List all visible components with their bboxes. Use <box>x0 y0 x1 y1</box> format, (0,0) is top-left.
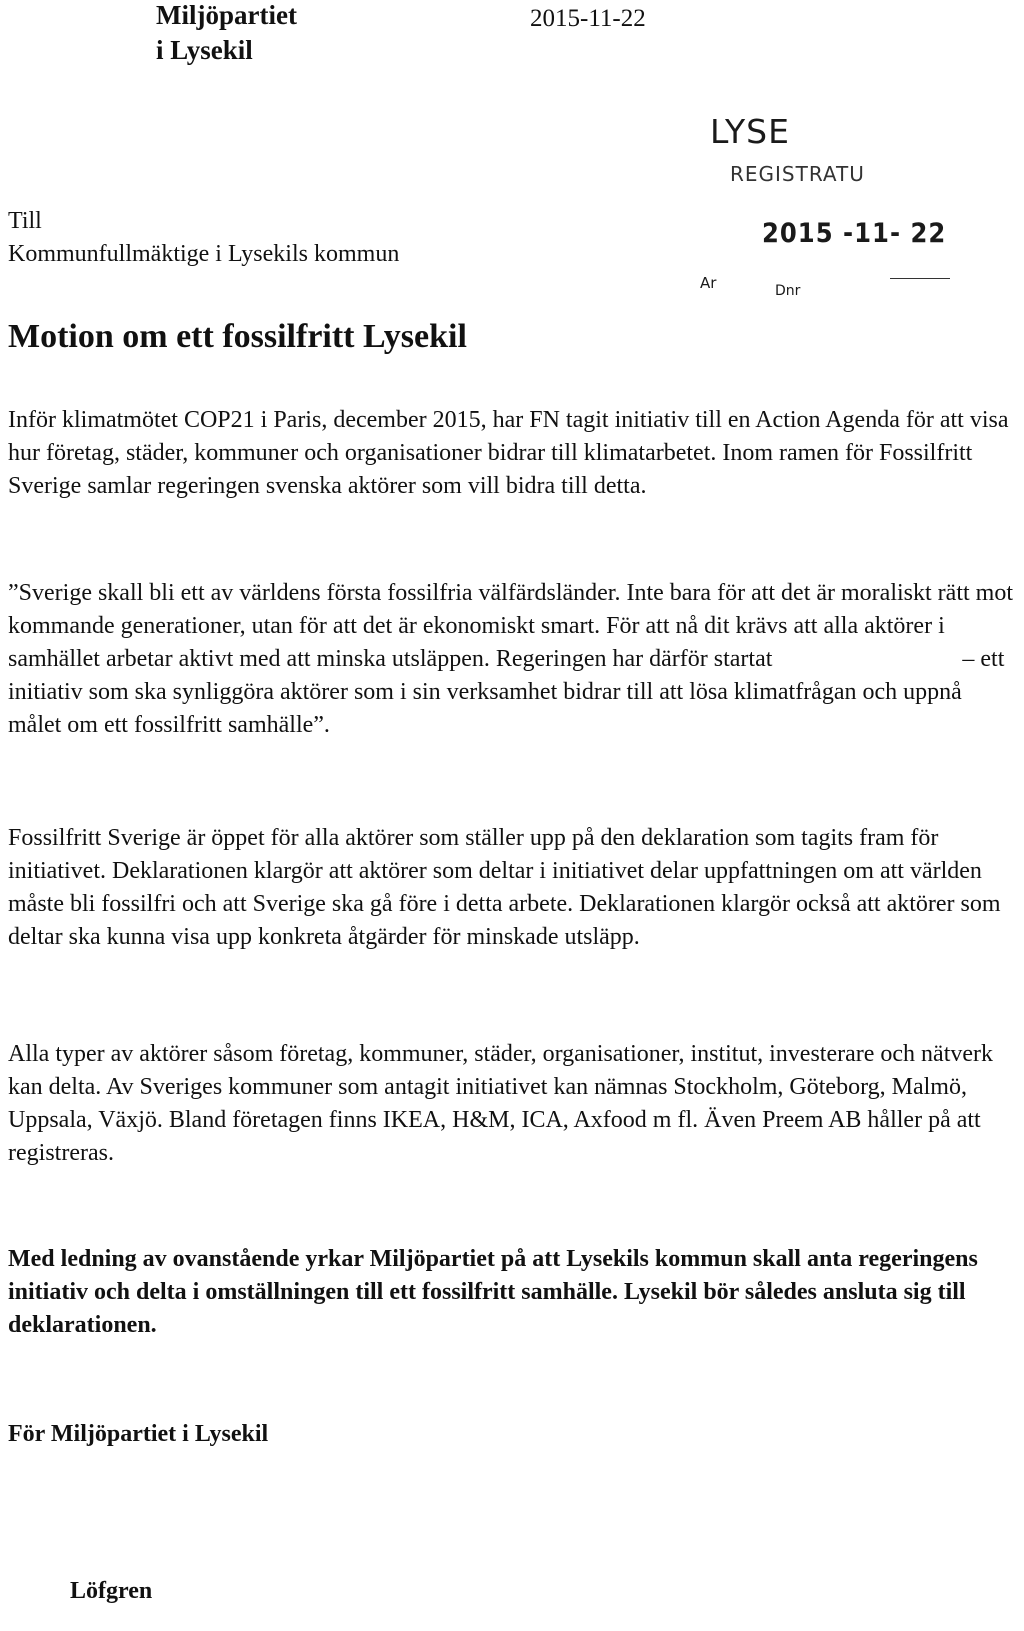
signer-name: Löfgren <box>70 1578 153 1604</box>
signature-line: För Miljöpartiet i Lysekil <box>8 1421 269 1447</box>
stamp-dnr-label: Dnr <box>775 283 801 299</box>
paragraph-participants: Alla typer av aktörer såsom företag, kommuner, städer, organisationer, institut, investerare och nätverk kan delta. Av Sveriges kommuner som antagit initiativet kan nämnas Stockholm, Göteborg, Malmö, Uppsala, Växjö. Bland företagen finns IKEA, H&M, ICA, Axfood m fl. Även Preem AB håller på att registreras. <box>8 1041 994 1166</box>
stamp-date: 2015 -11- 22 <box>762 218 947 249</box>
stamp-registration: REGISTRATU <box>730 162 865 186</box>
motion-title: Motion om ett fossilfritt Lysekil <box>8 318 467 355</box>
quote-part-1: ”Sverige skall bli ett av världens första fossilfria välfärdsländer. Inte bara för att det är moraliskt rätt mot kommande generationer, utan för att det är ekonomiskt smart. För att nå dit krävs att alla aktörer i samhället arbetar aktivt med att minska utsläppen. Regeringen har därför startat <box>8 580 1013 672</box>
paragraph-proposal: Med ledning av ovanstående yrkar Miljöpartiet på att Lysekils kommun skall anta regeringens initiativ och delta i omställningen till ett fossilfritt samhälle. Lysekil bör således ansluta sig till deklarationen. <box>8 1246 978 1338</box>
stamp-dnr-line <box>890 278 950 279</box>
recipient-block <box>8 205 399 271</box>
stamp-ar-label: Ar <box>700 274 717 292</box>
quote-part-2: – ett initiativ som ska synliggöra aktörer som i sin verksamhet bidrar till att lösa klimatfrågan och uppnå målet om ett fossilfritt samhälle”. <box>8 646 1005 738</box>
paragraph-quote <box>8 577 1020 742</box>
recipient-line-1: Till <box>8 208 42 234</box>
org-line-1: Miljöpartiet <box>156 0 297 30</box>
document-date: 2015-11-22 <box>530 5 646 32</box>
org-line-2: i Lysekil <box>156 35 253 65</box>
paragraph-declaration: Fossilfritt Sverige är öppet för alla aktörer som ställer upp på den deklaration som tagits fram för initiativet. Deklarationen klargör att aktörer som deltar i initiativet delar uppfattningen om att världen måste bli fossilfri och att Sverige ska gå före i detta arbete. Deklarationen klargör också att aktörer som deltar ska kunna visa upp konkreta åtgärder för minskade utsläpp. <box>8 825 1001 950</box>
paragraph-intro: Inför klimatmötet COP21 i Paris, december 2015, har FN tagit initiativ till en Action Agenda för att visa hur företag, städer, kommuner och organisationer bidrar till klimatarbetet. Inom ramen för Fossilfritt Sverige samlar regeringen svenska aktörer som vill bidra till detta. <box>8 407 1009 499</box>
stamp-name: LYSE <box>710 112 790 151</box>
recipient-line-2: Kommunfullmäktige i Lysekils kommun <box>8 241 400 267</box>
